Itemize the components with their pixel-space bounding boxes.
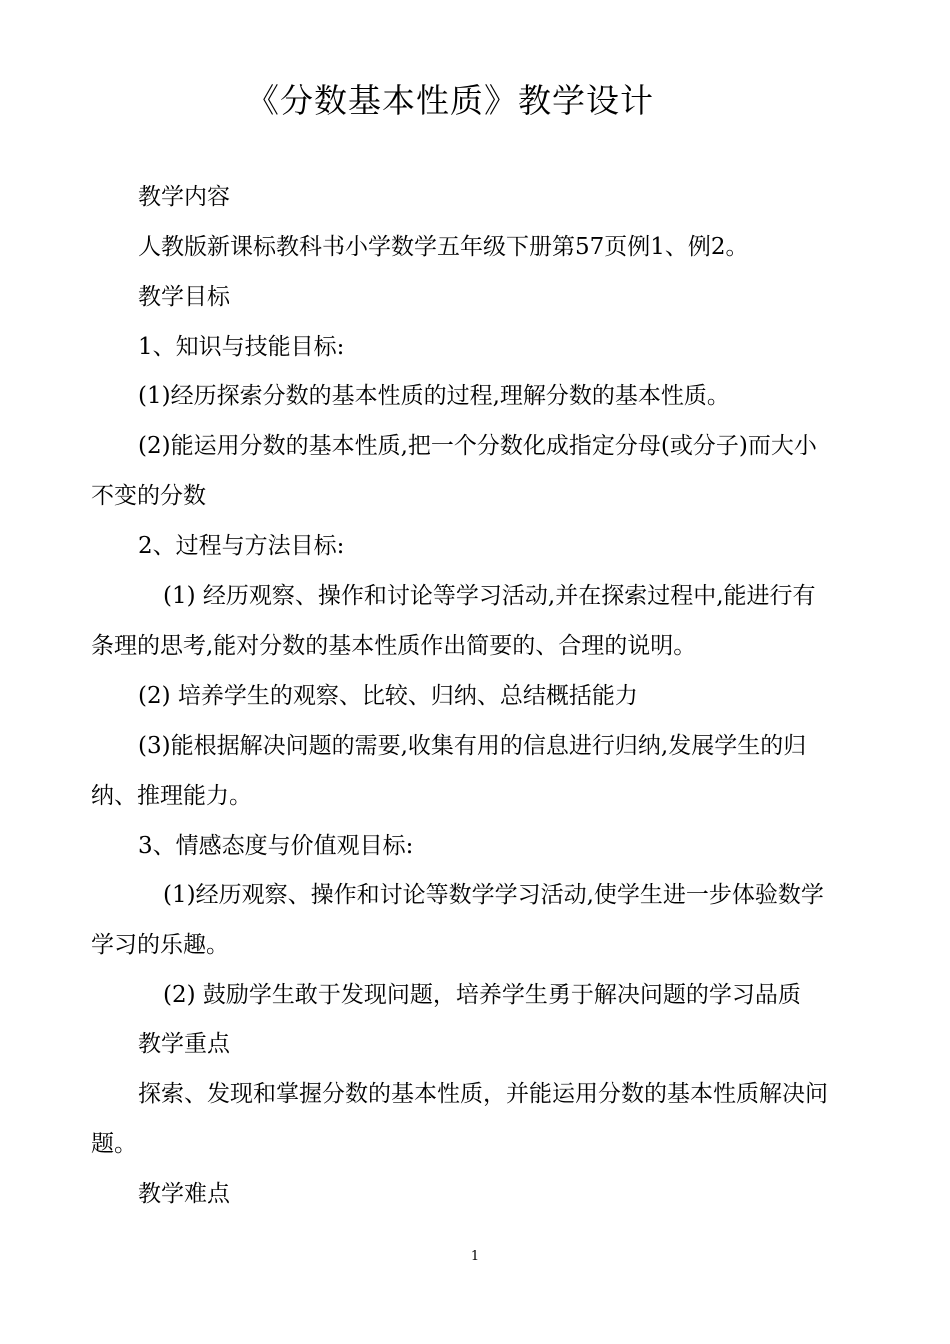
goal-3-heading: 3、情感态度与价值观目标:	[138, 833, 414, 859]
document-title: 《分数基本性质》教学设计	[246, 81, 654, 120]
heading-teaching-content: 教学内容	[138, 184, 230, 210]
goal-2-item-2: (2) 培养学生的观察、比较、归纳、总结概括能力	[138, 683, 638, 709]
goal-2-item-1-line-2: 条理的思考,能对分数的基本性质作出简要的、合理的说明。	[91, 633, 697, 659]
goal-2-item-3-line-1: (3)能根据解决问题的需要,收集有用的信息进行归纳,发展学生的归	[138, 733, 807, 759]
goal-3-item-1-line-1: (1)经历观察、操作和讨论等数学学习活动,使学生进一步体验数学	[163, 882, 824, 908]
heading-difficulties: 教学难点	[138, 1181, 230, 1207]
goal-1-heading: 1、知识与技能目标:	[138, 334, 345, 360]
goal-3-item-1-line-2: 学习的乐趣。	[91, 932, 229, 958]
goal-1-item-2-line-1: (2)能运用分数的基本性质,把一个分数化成指定分母(或分子)而大小	[138, 433, 817, 459]
goal-1-item-1: (1)经历探索分数的基本性质的过程,理解分数的基本性质。	[138, 383, 730, 409]
goal-2-item-1-line-1: (1) 经历观察、操作和讨论等学习活动,并在探索过程中,能进行有	[163, 583, 816, 609]
goal-1-item-2-line-2: 不变的分数	[91, 483, 206, 509]
goal-2-item-3-line-2: 纳、推理能力。	[91, 783, 252, 809]
heading-key-points: 教学重点	[138, 1031, 230, 1057]
goal-3-item-2: (2) 鼓励学生敢于发现问题，培养学生勇于解决问题的学习品质	[163, 982, 801, 1008]
heading-teaching-goals: 教学目标	[138, 284, 230, 310]
key-points-line-1: 探索、发现和掌握分数的基本性质，并能运用分数的基本性质解决问	[138, 1081, 828, 1107]
paragraph-textbook-reference: 人教版新课标教科书小学数学五年级下册第57页例1、例2。	[138, 234, 749, 260]
goal-2-heading: 2、过程与方法目标:	[138, 533, 345, 559]
key-points-line-2: 题。	[91, 1131, 137, 1157]
page-number: 1	[470, 1249, 480, 1264]
